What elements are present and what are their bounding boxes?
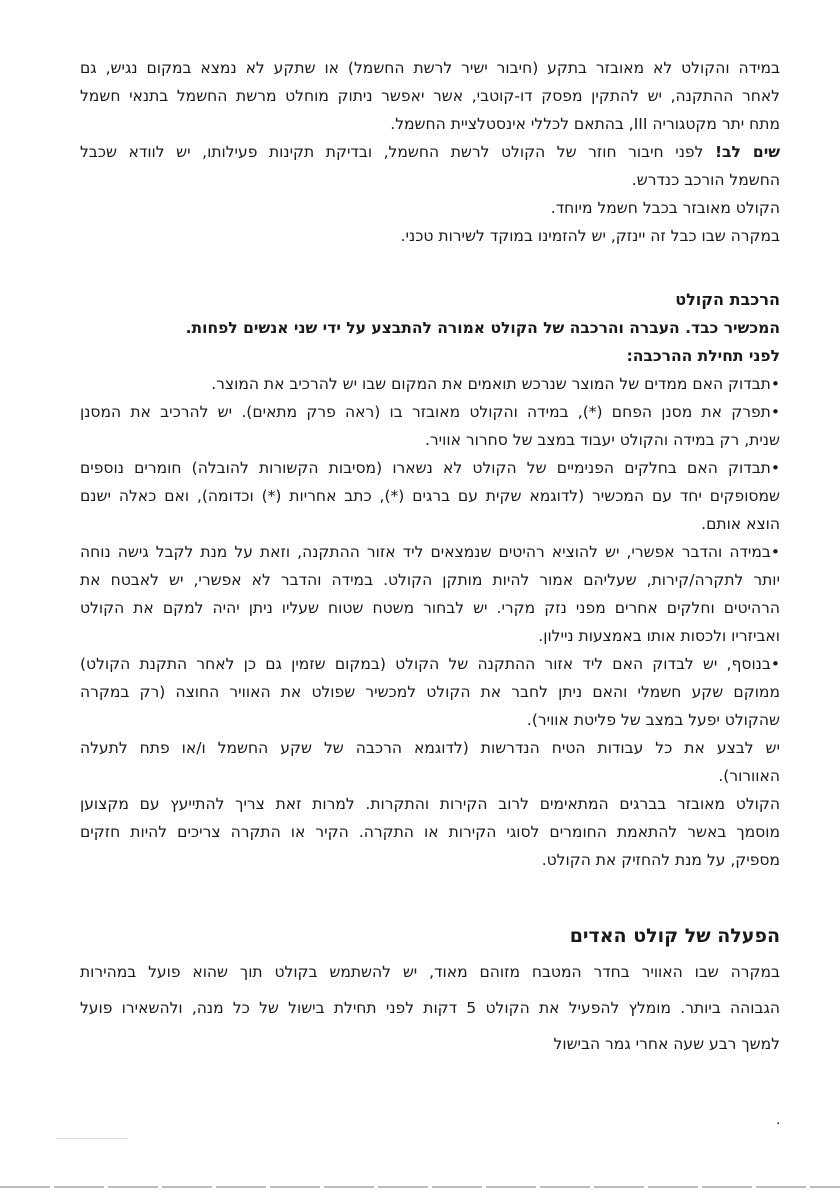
operation-line: הגבוהה ביותר. מומלץ להפעיל את הקולט 5 דקות לפני תחילת בישול של כל מנה, ולהשאירו פועל bbox=[80, 999, 780, 1017]
screws-line: מוסמך באשר להתאמת החומרים לסוגי הקירות או התקרה. הקיר או התקרה צריכים להיות חזקים bbox=[80, 823, 780, 841]
checklist-line: ואביזריו ולכסות אותו באמצעות ניילון. bbox=[538, 627, 780, 645]
warning-label: שים לב! bbox=[714, 143, 781, 161]
checklist-line: הוצא אותם. bbox=[701, 515, 780, 533]
manual-page bbox=[80, 54, 780, 1062]
checklist-line: •במידה והדבר אפשרי, יש להוציא רהיטים שנמצאים ליד אזור ההתקנה, וזאת על מנת לקבל גישה נוחה bbox=[80, 543, 780, 561]
checklist-line: ממוקם שקע חשמלי והאם ניתן לחבר את הקולט למכשיר שפולט את האוויר החוצה (רק במקרה bbox=[80, 683, 780, 701]
install-section-title: הרכבת הקולט bbox=[675, 290, 780, 309]
intro-line: לאחר ההתקנה, יש להתקין מפסק דו-קוטבי, אשר יאפשר ניתוק מוחלט מרשת החשמל בתנאי חשמל bbox=[80, 87, 780, 105]
operation-paragraph bbox=[80, 954, 780, 1062]
warning-line: במקרה שבו כבל זה יינזק, יש להזמינו במוקד לשירות טכני. bbox=[400, 227, 780, 245]
warning-line: הקולט מאובזר בכבל חשמל מיוחד. bbox=[550, 199, 780, 217]
screws-line: הקולט מאובזר בברגים המתאימים לרוב הקירות והתקרות. למרות זאת צריך להתייעץ עם מקצוען bbox=[80, 795, 780, 813]
checklist-line: יותר לתקרה/קירות, שעליהם אמור להיות מותקן הקולט. במידה והדבר לא אפשרי, יש לאבטח את bbox=[80, 571, 780, 589]
screws-line: מספיק, על מנת להחזיק את הקולט. bbox=[541, 851, 780, 869]
page-bottom-divider bbox=[0, 1186, 840, 1188]
plaster-line: האוורור). bbox=[718, 767, 780, 785]
checklist-item bbox=[80, 398, 780, 454]
warning-line bbox=[80, 138, 780, 166]
checklist-line: שנית, רק במידה והקולט יעבוד במצב של סחרור אוויר. bbox=[424, 431, 780, 449]
operation-line: במקרה שבו האוויר בחדר המטבח מזוהם מאוד, יש להשתמש בקולט תוך שהוא פועל במהירות bbox=[80, 963, 780, 981]
checklist-line: שמסופקים יחד עם המכשיר (לדוגמא שקית עם ברגים (*), כתב אחריות (*) וכדומה), ואם כאלה ישנם bbox=[80, 487, 780, 505]
page-mark: . bbox=[776, 1112, 781, 1128]
checklist-item bbox=[80, 650, 780, 734]
checklist-line: שהקולט יפעל במצב של פליטת אוויר). bbox=[526, 711, 780, 729]
weight-warning: המכשיר כבד. העברה והרכבה של הקולט אמורה להתבצע על ידי שני אנשים לפחות. bbox=[185, 319, 780, 337]
operation-section-title: הפעלה של קולט האדים bbox=[569, 925, 780, 947]
warning-paragraph bbox=[80, 138, 780, 250]
checklist-line: •תבדוק האם בחלקים הפנימיים של הקולט לא נשארו (מסיבות הקשורות להובלה) חומרים נוספים bbox=[80, 459, 780, 477]
plaster-works-paragraph bbox=[80, 734, 780, 790]
checklist-line: •תפרק את מסנן הפחם (*), במידה והקולט מאובזר בו (ראה פרק מתאים). יש להרכיב את המסנן bbox=[80, 403, 780, 421]
intro-line: במידה והקולט לא מאובזר בתקע (חיבור ישיר לרשת החשמל) או שתקע לא נמצא במקום נגיש, גם bbox=[80, 59, 780, 77]
warning-line: החשמל הורכב כנדרש. bbox=[631, 171, 780, 189]
plaster-line: יש לבצע את כל עבודות הטיח הנדרשות (לדוגמא הרכבה של שקע החשמל ו/או פתח לתעלה bbox=[80, 739, 780, 757]
checklist-item bbox=[80, 370, 780, 398]
checklist-item bbox=[80, 454, 780, 538]
operation-line: למשך רבע שעה אחרי גמר הבישול bbox=[553, 1035, 780, 1053]
intro-line: מתח יתר מקטגוריה III, בהתאם לכללי אינסטלציית החשמל. bbox=[390, 115, 780, 133]
checklist-line: •בנוסף, יש לבדוק האם ליד אזור ההתקנה של הקולט (במקום שזמין גם כן לאחר התקנת הקולט) bbox=[80, 655, 780, 673]
warning-text: לפני חיבור חוזר של הקולט לרשת החשמל, ובדיקת תקינות פעילותו, יש לוודא שכבל bbox=[80, 143, 715, 161]
screws-paragraph bbox=[80, 790, 780, 874]
checklist-line: •תבדוק האם ממדים של המוצר שנרכש תואמים את המקום שבו יש להרכיב את המוצר. bbox=[211, 375, 780, 393]
checklist-line: הרהיטים וחלקים אחרים מפני נזק מקרי. יש לבחור משטח שטוח שעליו ניתן יהיה למקם את הקולט bbox=[80, 599, 780, 617]
intro-paragraph bbox=[80, 54, 780, 138]
checklist-item bbox=[80, 538, 780, 650]
footer-rule bbox=[56, 1138, 128, 1139]
before-install-label: לפני תחילת ההרכבה: bbox=[626, 347, 780, 365]
